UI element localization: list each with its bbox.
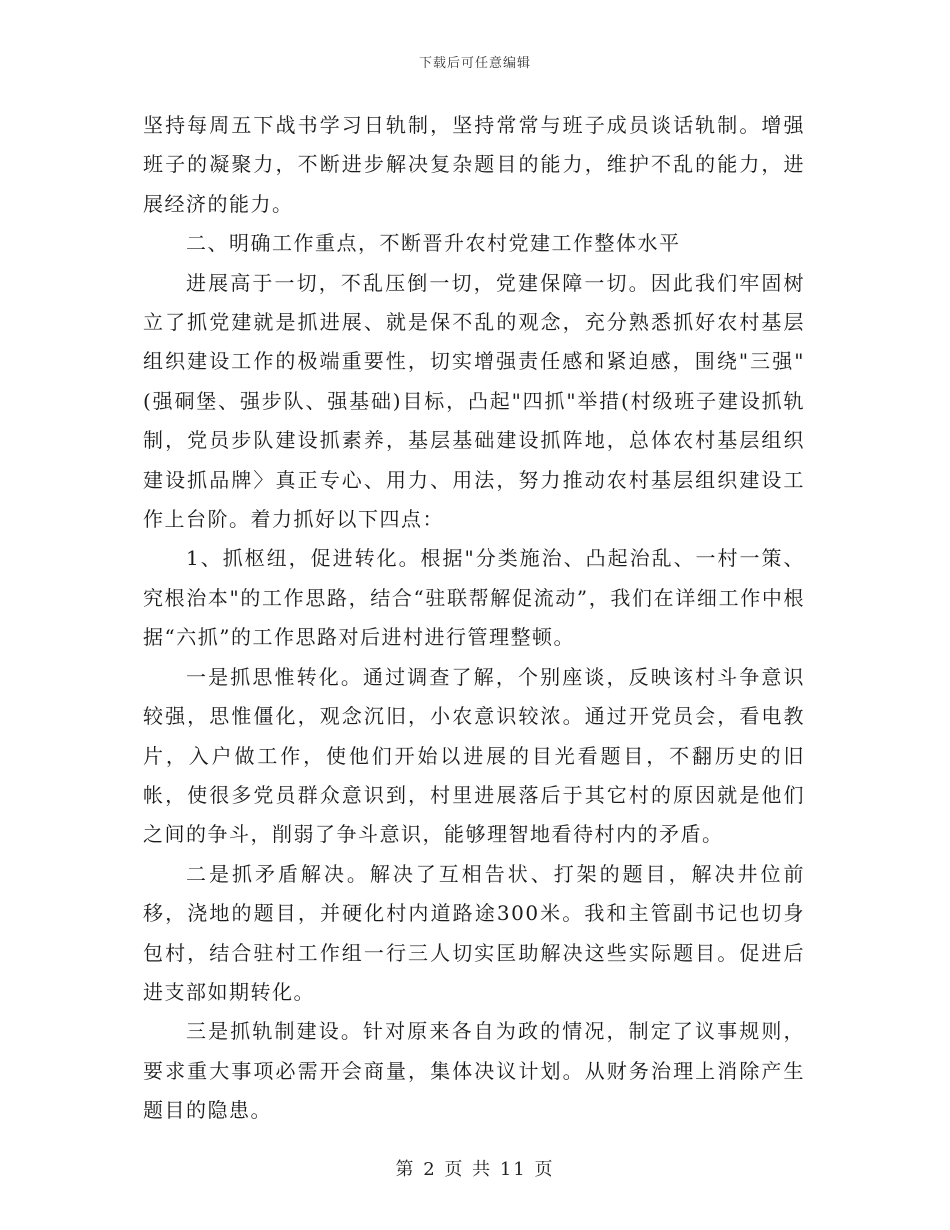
paragraph-5: 一是抓思惟转化。通过调查了解，个别座谈，反映该村斗争意识较强，思惟僵化，观念沉旧，小农意识较浓。通过开党员会，看电教片，入户做工作，使他们开始以进展的目光看题目，不翻历史的旧帐，使很多党员群众意识到，村里进展落后于其它村的原因就是他们之间的争斗，削弱了争斗意识，能够理智地看待村内的矛盾。 bbox=[143, 664, 805, 847]
page-number: 第 2 页 共 11 页 bbox=[395, 1159, 555, 1180]
page-header-note: 下载后可任意编辑 bbox=[418, 56, 531, 71]
paragraph-6: 二是抓矛盾解决。解决了互相告状、打架的题目，解决井位前移，浇地的题目，并硬化村内道路途300米。我和主管副书记也切身包村，结合驻村工作组一行三人切实匡助解决这些实际题目。促进后进支部如期转化。 bbox=[143, 861, 805, 1004]
paragraph-7: 三是抓轨制建设。针对原来各自为政的情况，制定了议事规则，要求重大事项必需开会商量，集体决议计划。从财务治理上消除产生题目的隐患。 bbox=[143, 1019, 805, 1123]
paragraph-3: 进展高于一切，不乱压倒一切，党建保障一切。因此我们牢固树立了抓党建就是抓进展、就是保不乱的观念，充分熟悉抓好农村基层组织建设工作的极端重要性，切实增强责任感和紧迫感，围绕"三强"(强硐堡、强步队、强基础)目标，凸起"四抓"举措(村级班子建设抓轨制，党员步队建设抓素养，基层基础建设抓阵地，总体农村基层组织建设抓品牌〉真正专心、用力、用法，努力推动农村基层组织建设工作上台阶。着力抓好以下四点： bbox=[143, 270, 805, 532]
section-heading: 二、明确工作重点，不断晋升农村党建工作整体水平 bbox=[186, 231, 681, 256]
paragraph-1: 坚持每周五下战书学习日轨制，坚持常常与班子成员谈话轨制。增强班子的凝聚力，不断进步解决复杂题目的能力，维护不乱的能力，进展经济的能力。 bbox=[143, 113, 805, 216]
document-body bbox=[143, 106, 805, 1131]
paragraph-4: 1、抓枢纽，促进转化。根据"分类施治、凸起治乱、一村一策、究根治本"的工作思路，结合“驻联帮解促流动”，我们在详细工作中根据“六抓”的工作思路对后进村进行管理整顿。 bbox=[143, 546, 805, 650]
